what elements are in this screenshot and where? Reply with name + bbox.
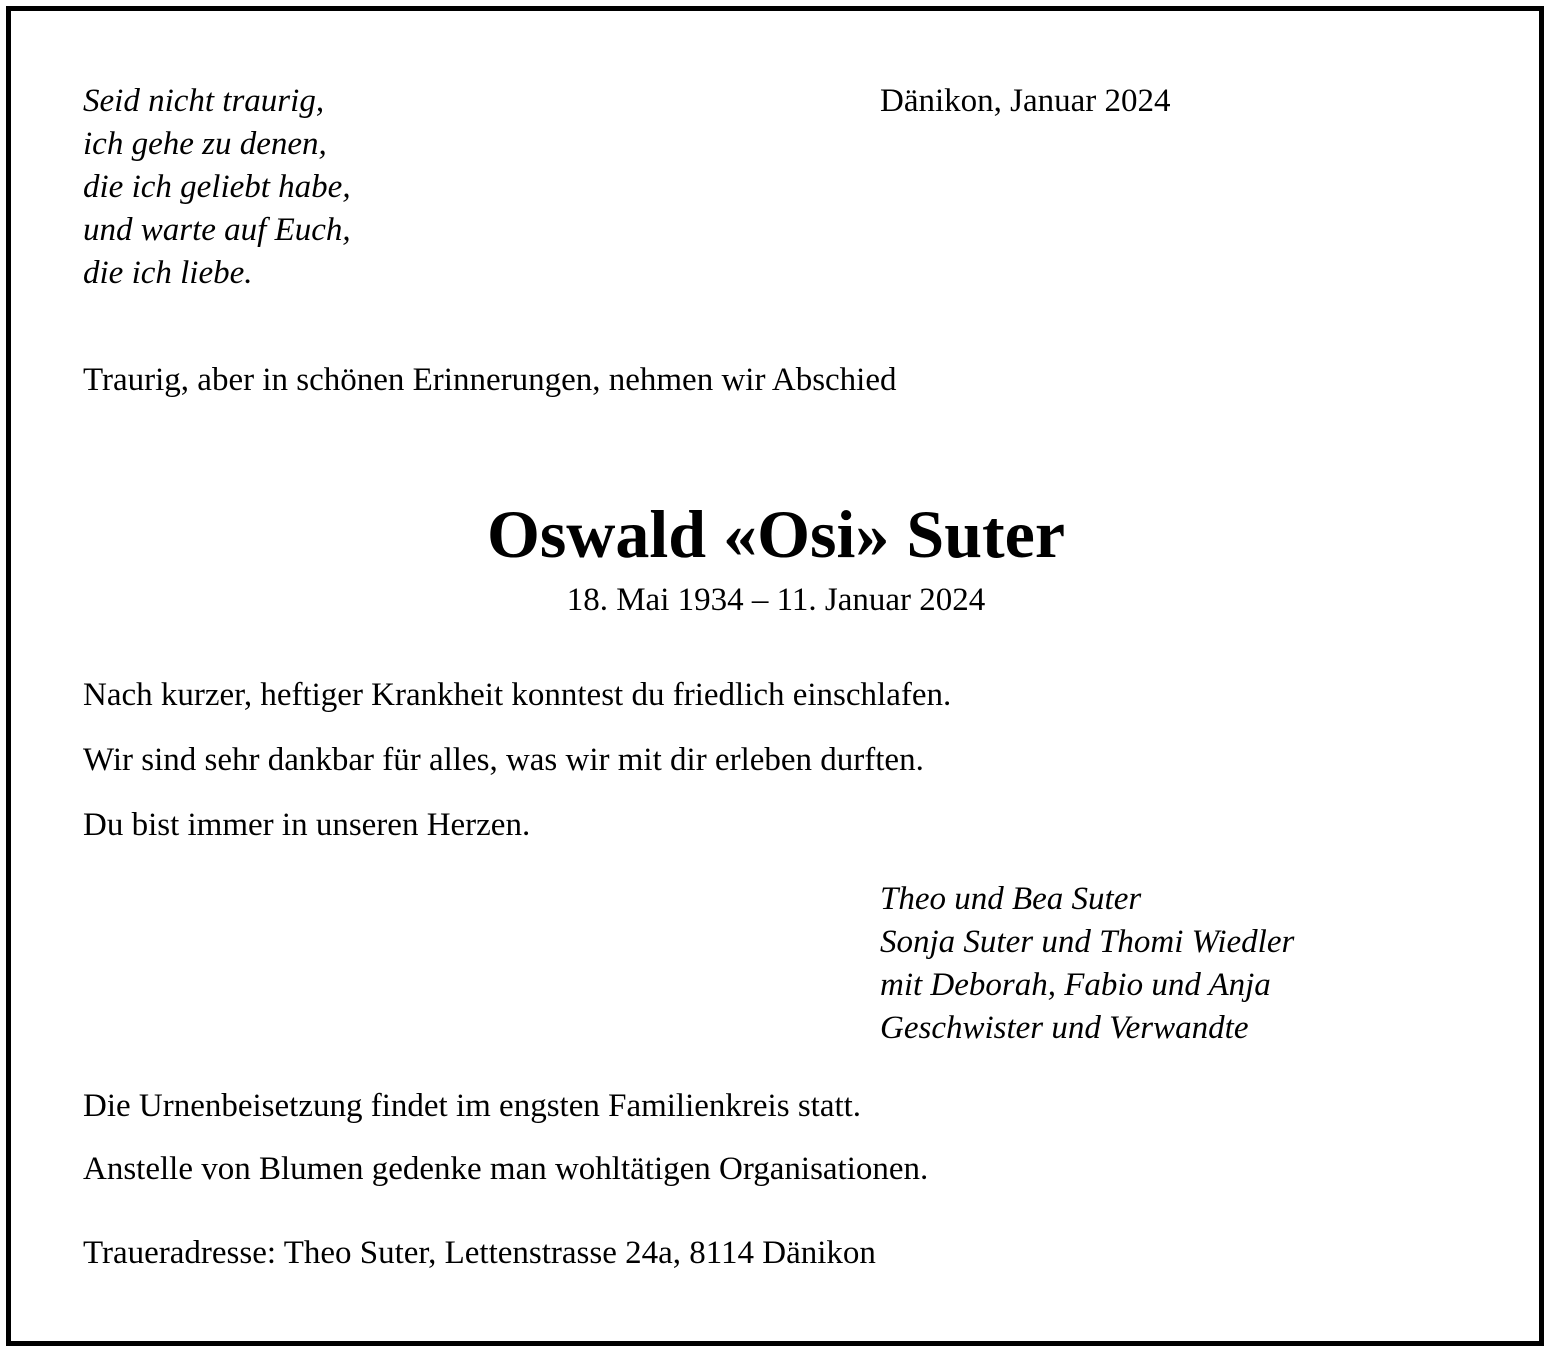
farewell-intro: Traurig, aber in schönen Erinnerungen, nehmen wir Abschied xyxy=(83,362,897,398)
mourner-line: Sonja Suter und Thomi Wiedler xyxy=(880,924,1295,960)
poem-line: die ich liebe. xyxy=(83,255,253,291)
life-dates: 18. Mai 1934 – 11. Januar 2024 xyxy=(566,582,986,618)
burial-note: Die Urnenbeisetzung findet im engsten Familienkreis statt. xyxy=(83,1088,862,1124)
poem-line: und warte auf Euch, xyxy=(83,212,351,248)
mourner-line: mit Deborah, Fabio und Anja xyxy=(880,967,1271,1003)
mourner-line: Geschwister und Verwandte xyxy=(880,1010,1249,1046)
message-line: Du bist immer in unseren Herzen. xyxy=(83,807,531,843)
deceased-name: Oswald «Osi» Suter xyxy=(486,496,1066,572)
mourners-list xyxy=(880,878,1294,1050)
flowers-note: Anstelle von Blumen gedenke man wohltätigen Organisationen. xyxy=(83,1151,929,1187)
message-line: Nach kurzer, heftiger Krankheit konntest du friedlich einschlafen. xyxy=(83,677,952,713)
place-date: Dänikon, Januar 2024 xyxy=(880,83,1171,119)
mourning-address: Traueradresse: Theo Suter, Lettenstrasse 24a, 8114 Dänikon xyxy=(83,1235,876,1271)
mourner-line: Theo und Bea Suter xyxy=(880,881,1142,917)
poem-line: die ich geliebt habe, xyxy=(83,169,351,205)
poem-line: Seid nicht traurig, xyxy=(83,83,325,119)
message-line: Wir sind sehr dankbar für alles, was wir mit dir erleben durften. xyxy=(83,742,924,778)
poem-block xyxy=(83,80,351,295)
poem-line: ich gehe zu denen, xyxy=(83,126,327,162)
